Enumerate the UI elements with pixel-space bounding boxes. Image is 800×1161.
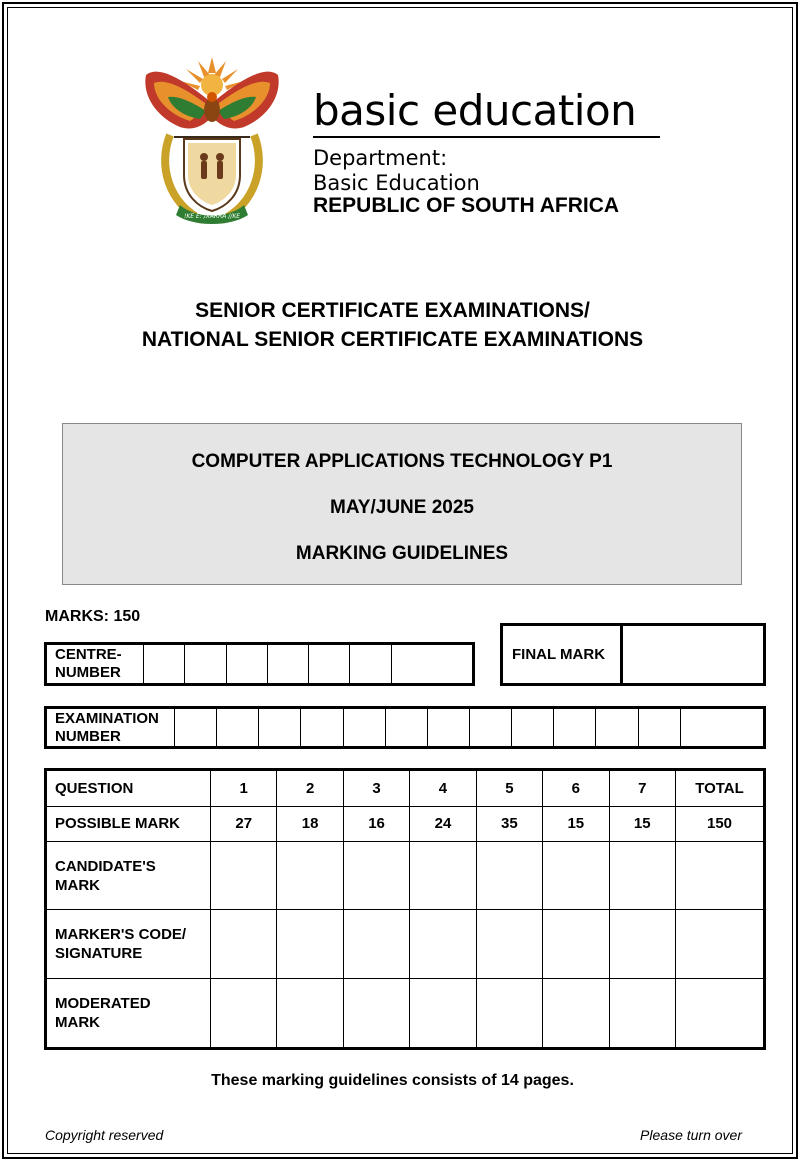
- examination-number-box[interactable]: [343, 708, 385, 748]
- examination-number-box[interactable]: [385, 708, 427, 748]
- copyright-notice: Copyright reserved: [45, 1127, 164, 1143]
- examination-number-table: [44, 706, 766, 749]
- marker-code-cell[interactable]: [277, 910, 343, 978]
- centre-number-box[interactable]: [350, 644, 391, 685]
- candidate-mark-total-cell[interactable]: [676, 841, 765, 909]
- marker-code-cell[interactable]: [410, 910, 476, 978]
- moderated-mark-label: MODERATED MARK: [46, 978, 211, 1048]
- department-line-1: Department:: [313, 146, 448, 170]
- moderated-mark-cell[interactable]: [410, 978, 476, 1048]
- centre-number-box[interactable]: [391, 644, 474, 685]
- exam-heading-line-2: NATIONAL SENIOR CERTIFICATE EXAMINATIONS: [141, 328, 644, 351]
- possible-mark-row: [46, 806, 765, 841]
- possible-mark-value: 16: [343, 806, 409, 841]
- exam-heading: [0, 296, 785, 354]
- brand-divider: [313, 136, 660, 138]
- question-number: 1: [211, 770, 277, 807]
- candidate-mark-cell[interactable]: [476, 841, 542, 909]
- document-type: MARKING GUIDELINES: [295, 543, 509, 564]
- examination-number-box[interactable]: [554, 708, 596, 748]
- candidate-mark-cell[interactable]: [343, 841, 409, 909]
- question-label: QUESTION: [46, 770, 211, 807]
- moderated-mark-cell[interactable]: [476, 978, 542, 1048]
- marker-code-cell[interactable]: [609, 910, 675, 978]
- examination-number-box[interactable]: [596, 708, 638, 748]
- examination-number-box[interactable]: [469, 708, 511, 748]
- examination-number-box[interactable]: [301, 708, 343, 748]
- examination-number-box[interactable]: [638, 708, 680, 748]
- candidate-mark-cell[interactable]: [543, 841, 609, 909]
- question-number: 6: [543, 770, 609, 807]
- total-marks-label: MARKS: 150: [45, 608, 141, 625]
- final-mark-label: FINAL MARK: [502, 625, 622, 685]
- final-mark-box[interactable]: [622, 625, 765, 685]
- examination-number-box[interactable]: [680, 708, 764, 748]
- question-number: 3: [343, 770, 409, 807]
- subject-title: COMPUTER APPLICATIONS TECHNOLOGY P1: [191, 451, 613, 472]
- marker-code-cell[interactable]: [343, 910, 409, 978]
- mark-allocation-table: [44, 768, 766, 1050]
- brand-title: basic education: [313, 86, 637, 135]
- centre-number-box[interactable]: [185, 644, 226, 685]
- centre-number-box[interactable]: [309, 644, 350, 685]
- moderated-mark-cell[interactable]: [211, 978, 277, 1048]
- marker-code-cell[interactable]: [211, 910, 277, 978]
- possible-mark-label: POSSIBLE MARK: [46, 806, 211, 841]
- possible-mark-value: 24: [410, 806, 476, 841]
- marker-code-row: [46, 910, 765, 978]
- possible-mark-value: 15: [543, 806, 609, 841]
- candidate-mark-row: [46, 841, 765, 909]
- examination-number-box[interactable]: [427, 708, 469, 748]
- marker-code-total-cell[interactable]: [676, 910, 765, 978]
- question-number: 2: [277, 770, 343, 807]
- question-number: 7: [609, 770, 675, 807]
- possible-mark-value: 15: [609, 806, 675, 841]
- centre-number-box[interactable]: [144, 644, 185, 685]
- department-name: [313, 146, 480, 196]
- final-mark-table: [500, 623, 766, 686]
- page-count-note: These marking guidelines consists of 14 pages.: [211, 1072, 574, 1089]
- possible-mark-value: 35: [476, 806, 542, 841]
- coat-of-arms-logo: [140, 55, 285, 230]
- country-name: REPUBLIC OF SOUTH AFRICA: [313, 194, 620, 217]
- moderated-mark-total-cell[interactable]: [676, 978, 765, 1048]
- examination-number-label: EXAMINATION NUMBER: [46, 708, 175, 748]
- question-number: 4: [410, 770, 476, 807]
- marker-code-cell[interactable]: [476, 910, 542, 978]
- moderated-mark-cell[interactable]: [609, 978, 675, 1048]
- centre-number-table: [44, 642, 475, 686]
- paper-title-box: [62, 423, 742, 585]
- candidate-mark-cell[interactable]: [277, 841, 343, 909]
- question-number: 5: [476, 770, 542, 807]
- possible-mark-value: 27: [211, 806, 277, 841]
- centre-number-label: CENTRE- NUMBER: [46, 644, 144, 685]
- possible-mark-total: 150: [676, 806, 765, 841]
- exam-session: MAY/JUNE 2025: [330, 497, 474, 518]
- examination-number-box[interactable]: [512, 708, 554, 748]
- question-header-row: [46, 770, 765, 807]
- candidate-mark-label: CANDIDATE'S MARK: [46, 841, 211, 909]
- turn-over-notice: Please turn over: [640, 1127, 742, 1143]
- candidate-mark-cell[interactable]: [410, 841, 476, 909]
- possible-mark-value: 18: [277, 806, 343, 841]
- examination-number-box[interactable]: [175, 708, 217, 748]
- crest-motto: !KE E: /XARRA //KE: [183, 213, 241, 220]
- department-line-2: Basic Education: [313, 171, 480, 195]
- moderated-mark-cell[interactable]: [543, 978, 609, 1048]
- centre-number-box[interactable]: [226, 644, 267, 685]
- total-column-header: TOTAL: [676, 770, 765, 807]
- moderated-mark-cell[interactable]: [343, 978, 409, 1048]
- centre-number-box[interactable]: [267, 644, 308, 685]
- marker-code-label: MARKER'S CODE/ SIGNATURE: [46, 910, 211, 978]
- candidate-mark-cell[interactable]: [211, 841, 277, 909]
- moderated-mark-cell[interactable]: [277, 978, 343, 1048]
- examination-number-box[interactable]: [217, 708, 259, 748]
- marker-code-cell[interactable]: [543, 910, 609, 978]
- examination-number-box[interactable]: [259, 708, 301, 748]
- exam-heading-line-1: SENIOR CERTIFICATE EXAMINATIONS/: [195, 299, 590, 322]
- moderated-mark-row: [46, 978, 765, 1048]
- candidate-mark-cell[interactable]: [609, 841, 675, 909]
